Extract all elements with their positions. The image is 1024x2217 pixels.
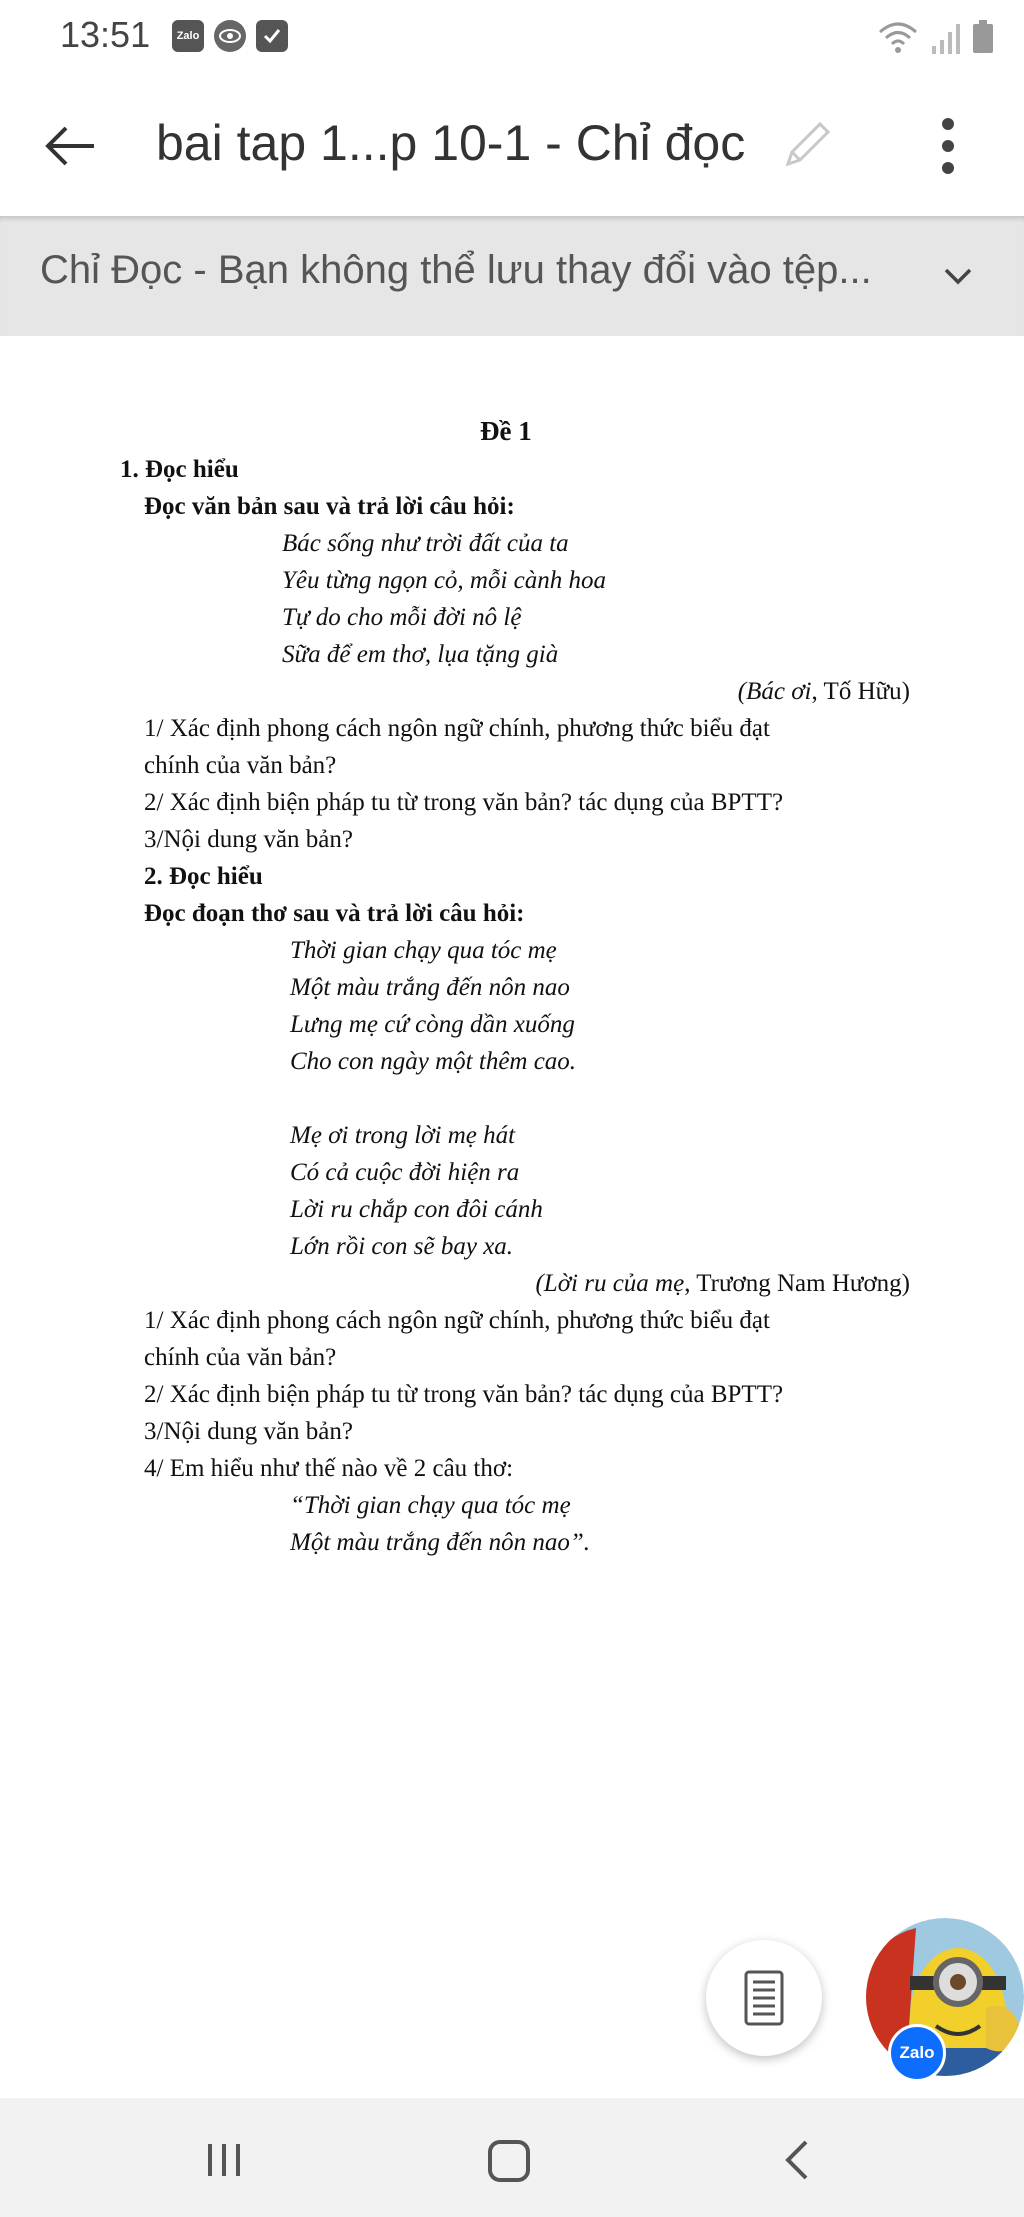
poem2-line: Một màu trắng đến nôn nao bbox=[290, 974, 570, 1001]
app-bar bbox=[0, 78, 1024, 216]
doc-heading: Đề 1 bbox=[480, 416, 532, 446]
s2-question-1-cont: chính của văn bản? bbox=[144, 1344, 337, 1371]
poem2-source bbox=[535, 1270, 910, 1298]
eye-icon bbox=[214, 20, 246, 52]
s1-question-3: 3/Nội dung văn bản? bbox=[144, 826, 353, 853]
clock: 13:51 bbox=[60, 14, 151, 55]
s1-question-1: 1/ Xác định phong cách ngôn ngữ chính, phương thức biểu đạt bbox=[144, 715, 770, 742]
back-button[interactable] bbox=[40, 116, 100, 176]
poem1-source-author: , Tố Hữu) bbox=[811, 678, 910, 705]
more-options-button[interactable] bbox=[928, 114, 968, 178]
poem2-line: Lời ru chắp con đôi cánh bbox=[290, 1196, 543, 1223]
s2-question-2: 2/ Xác định biện pháp tu từ trong văn bản? tác dụng của BPTT? bbox=[144, 1381, 784, 1408]
s2-question-1: 1/ Xác định phong cách ngôn ngữ chính, phương thức biểu đạt bbox=[144, 1307, 770, 1334]
document-view-icon bbox=[742, 1970, 786, 2026]
recent-apps-icon[interactable] bbox=[204, 2142, 244, 2178]
section2-instruction: Đọc đoạn thơ sau và trả lời câu hỏi: bbox=[144, 900, 525, 927]
nav-back-icon[interactable] bbox=[782, 2138, 812, 2182]
reading-view-button[interactable] bbox=[706, 1940, 822, 2056]
poem2-source-author: , Trương Nam Hương) bbox=[684, 1270, 910, 1297]
section1-title: 1. Đọc hiểu bbox=[120, 456, 239, 483]
wifi-icon bbox=[878, 20, 918, 54]
poem2-line: Lớn rồi con sẽ bay xa. bbox=[290, 1233, 514, 1260]
poem2-line: Lưng mẹ cứ còng dần xuống bbox=[290, 1011, 575, 1038]
section2-title: 2. Đọc hiểu bbox=[144, 863, 263, 890]
poem1-line: Sữa để em thơ, lụa tặng già bbox=[282, 641, 559, 668]
poem1-line: Tự do cho mỗi đời nô lệ bbox=[282, 604, 522, 631]
poem1-source-title: (Bác ơi bbox=[737, 678, 812, 705]
system-icons bbox=[878, 20, 994, 54]
status-bar bbox=[0, 0, 1024, 78]
signal-icon bbox=[930, 22, 960, 54]
s2-question-3: 3/Nội dung văn bản? bbox=[144, 1418, 353, 1445]
edit-pencil-button[interactable] bbox=[776, 116, 836, 176]
poem2-line: Thời gian chạy qua tóc mẹ bbox=[290, 937, 557, 964]
zalo-icon bbox=[172, 20, 204, 52]
poem1-line: Yêu từng ngọn cỏ, mỗi cành hoa bbox=[282, 567, 607, 594]
document-page bbox=[0, 336, 1024, 2098]
zalo-notification-label: Zalo bbox=[176, 30, 200, 42]
poem1-source bbox=[738, 678, 910, 706]
read-only-message: Chỉ Đọc - Bạn không thể lưu thay đổi vào tệp... bbox=[40, 248, 872, 292]
read-only-banner[interactable] bbox=[0, 216, 1024, 336]
zalo-badge: Zalo bbox=[888, 2024, 946, 2082]
poem1-line: Bác sống như trời đất của ta bbox=[282, 530, 569, 557]
s1-question-1-cont: chính của văn bản? bbox=[144, 752, 337, 779]
notification-icons bbox=[172, 20, 288, 52]
document-title: bai tap 1...p 10-1 - Chỉ đọc bbox=[156, 115, 746, 171]
battery-icon bbox=[972, 20, 994, 54]
poem2-source-title: (Lời ru của mẹ bbox=[535, 1270, 685, 1297]
s2-question-4: 4/ Em hiểu như thế nào về 2 câu thơ: bbox=[144, 1455, 514, 1482]
s2-quote-line: Một màu trắng đến nôn nao”. bbox=[290, 1529, 590, 1556]
home-icon[interactable] bbox=[486, 2138, 532, 2184]
s2-quote-line: “Thời gian chạy qua tóc mẹ bbox=[290, 1492, 571, 1519]
system-nav-bar bbox=[0, 2098, 1024, 2217]
checkbox-icon bbox=[256, 20, 288, 52]
s1-question-2: 2/ Xác định biện pháp tu từ trong văn bản? tác dụng của BPTT? bbox=[144, 789, 784, 816]
poem2-line: Cho con ngày một thêm cao. bbox=[290, 1048, 577, 1075]
section1-instruction: Đọc văn bản sau và trả lời câu hỏi: bbox=[144, 493, 515, 520]
poem2-line: Có cả cuộc đời hiện ra bbox=[290, 1159, 520, 1186]
poem2-line: Mẹ ơi trong lời mẹ hát bbox=[290, 1122, 516, 1149]
chevron-down-icon[interactable] bbox=[938, 256, 978, 296]
